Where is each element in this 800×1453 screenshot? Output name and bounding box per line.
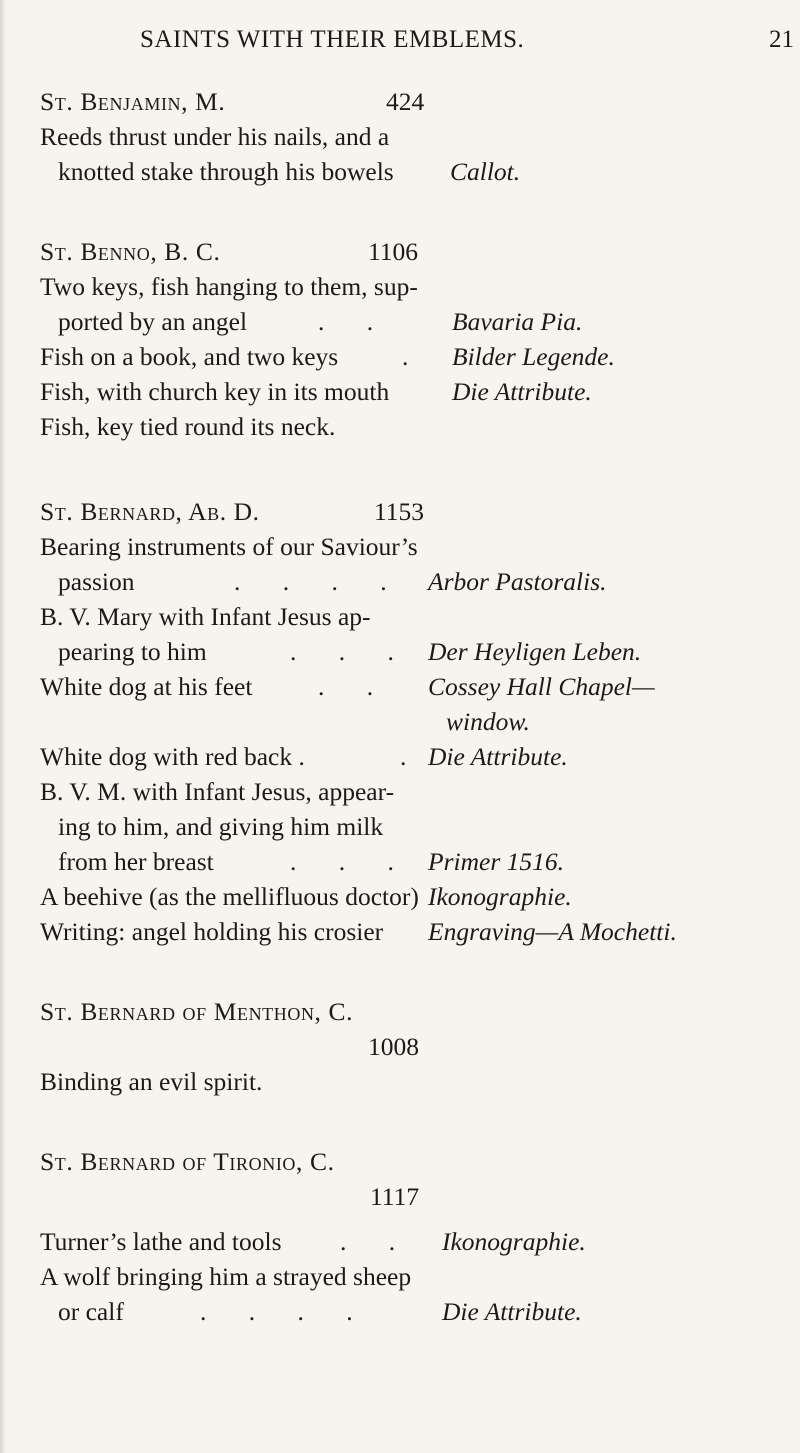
- source-text: Primer 1516.: [428, 847, 564, 876]
- dot-leader: . . . .: [234, 567, 405, 596]
- entry-date-line: [0, 1177, 800, 1217]
- emblem-text: passion: [58, 567, 135, 596]
- emblem-text: Fish, key tied round its neck.: [40, 412, 336, 441]
- emblem-line: [0, 667, 800, 707]
- source-text: Die Attribute.: [452, 377, 592, 406]
- emblem-text: knotted stake through his bowels: [58, 157, 394, 186]
- emblem-line: [0, 302, 800, 342]
- source-text: Engraving—A Mochetti.: [428, 917, 677, 946]
- source-text: Der Heyligen Leben.: [428, 637, 642, 666]
- dot-leader: . .: [318, 307, 392, 336]
- emblem-text: Writing: angel holding his crosier: [40, 917, 384, 946]
- emblem-line: [0, 1292, 800, 1332]
- running-title: SAINTS WITH THEIR EMBLEMS.: [140, 26, 525, 53]
- emblem-line: [0, 152, 800, 192]
- dot-leader: . . .: [290, 847, 412, 876]
- entry-heading: [0, 992, 800, 1032]
- emblem-line: [0, 1222, 800, 1262]
- emblem-text: pearing to him: [58, 637, 207, 666]
- emblem-line: [0, 562, 800, 602]
- dot-leader: . .: [340, 1227, 414, 1256]
- emblem-text: A wolf bringing him a strayed sheep: [40, 1262, 412, 1291]
- emblem-text: or calf: [58, 1297, 124, 1326]
- emblem-line: [0, 842, 800, 882]
- saint-name: St. Bernard of Tironio, C.: [40, 1147, 335, 1176]
- emblem-line: [0, 527, 800, 567]
- emblem-line: [0, 1257, 800, 1297]
- saint-name: St. Bernard of Menthon, C.: [40, 997, 354, 1026]
- dot-leader: . .: [318, 672, 392, 701]
- running-header: [140, 26, 800, 62]
- dot-leader: .: [402, 342, 427, 371]
- saint-date: 1153: [374, 497, 425, 526]
- entry-heading: [0, 492, 800, 532]
- dot-leader: .: [400, 742, 425, 771]
- entry-date-line: [0, 1027, 800, 1067]
- emblem-text: ing to him, and giving him milk: [58, 812, 384, 841]
- emblem-text: White dog with red back .: [40, 742, 305, 771]
- emblem-text: Fish, with church key in its mouth: [40, 377, 390, 406]
- emblem-line: [0, 772, 800, 812]
- emblem-line: [0, 807, 800, 847]
- emblem-line: [0, 117, 800, 157]
- emblem-line: [0, 912, 800, 952]
- emblem-line: [0, 267, 800, 307]
- source-text: Die Attribute.: [442, 1297, 582, 1326]
- emblem-line: [0, 702, 800, 742]
- entry-heading: [0, 82, 800, 122]
- emblem-text: White dog at his feet: [40, 672, 253, 701]
- emblem-text: B. V. M. with Infant Jesus, appear-: [40, 777, 395, 806]
- emblem-text: B. V. Mary with Infant Jesus ap-: [40, 602, 371, 631]
- source-text: Bavaria Pia.: [452, 307, 583, 336]
- saint-name: St. Benjamin, M.: [40, 87, 226, 116]
- source-text: Ikonographie.: [442, 1227, 586, 1256]
- emblem-text: Two keys, fish hanging to them, sup-: [40, 272, 418, 301]
- emblem-text: from her breast: [58, 847, 214, 876]
- emblem-line: [0, 632, 800, 672]
- emblem-line: [0, 407, 800, 447]
- emblem-line: [0, 372, 800, 412]
- saint-date: 1117: [370, 1182, 420, 1211]
- emblem-line: [0, 737, 800, 777]
- page-number: 21: [769, 26, 794, 53]
- source-text: Arbor Pastoralis.: [428, 567, 607, 596]
- source-text: Bilder Legende.: [452, 342, 615, 371]
- emblem-text: A beehive (as the mellifluous doctor): [40, 882, 419, 911]
- emblem-text: Binding an evil spirit.: [40, 1067, 263, 1096]
- saint-date: 1106: [368, 237, 419, 266]
- emblem-line: [0, 1062, 800, 1102]
- emblem-line: [0, 337, 800, 377]
- emblem-line: [0, 877, 800, 917]
- emblem-line: [0, 597, 800, 637]
- emblem-text: Fish on a book, and two keys: [40, 342, 339, 371]
- emblem-text: Turner’s lathe and tools: [40, 1227, 282, 1256]
- source-text: Callot.: [450, 157, 521, 186]
- emblem-text: Bearing instruments of our Saviour’s: [40, 532, 418, 561]
- source-text: Ikonographie.: [428, 882, 572, 911]
- source-text: Cossey Hall Chapel—: [428, 672, 655, 701]
- entry-heading: [0, 1142, 800, 1182]
- source-text: Die Attribute.: [428, 742, 568, 771]
- emblem-text: Reeds thrust under his nails, and a: [40, 122, 390, 151]
- entry-heading: [0, 232, 800, 272]
- saint-name: St. Benno, B. C.: [40, 237, 221, 266]
- dot-leader: . . . .: [200, 1297, 371, 1326]
- saint-date: 424: [386, 87, 425, 116]
- dot-leader: . . .: [290, 637, 412, 666]
- saint-name: St. Bernard, Ab. D.: [40, 497, 260, 526]
- saint-date: 1008: [368, 1032, 419, 1061]
- emblem-text: ported by an angel: [58, 307, 248, 336]
- source-text: window.: [446, 707, 530, 736]
